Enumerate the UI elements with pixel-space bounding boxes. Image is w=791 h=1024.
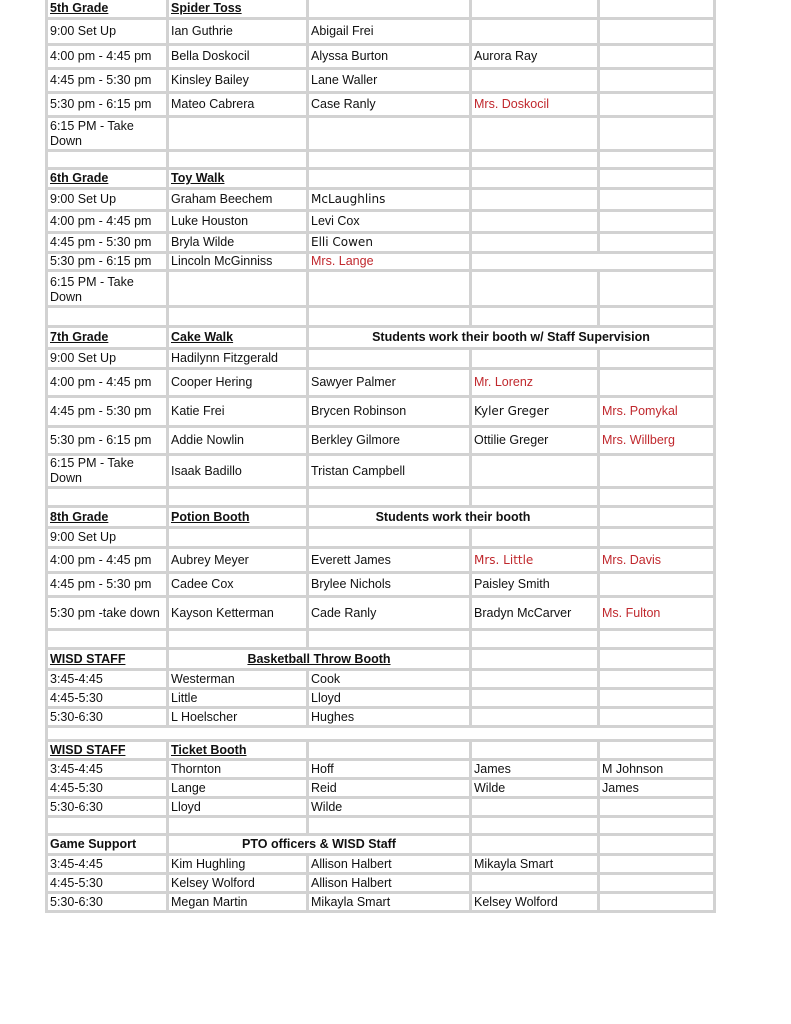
- name-cell: [472, 170, 597, 187]
- name-cell: [472, 799, 597, 815]
- underlined-heading: 5th Grade: [50, 1, 109, 15]
- name-cell: Tristan Campbell: [309, 456, 469, 486]
- name-cell: Mikayla Smart: [472, 856, 597, 872]
- name-cell: [472, 456, 597, 486]
- name-cell: [169, 489, 306, 505]
- name-cell: [309, 742, 469, 758]
- table-row: [48, 671, 713, 687]
- name-cell: Hadilynn Fitzgerald: [169, 350, 306, 367]
- table-row: [48, 836, 713, 853]
- section-header-cell: Game Support: [48, 836, 166, 853]
- underlined-heading: 6th Grade: [50, 171, 109, 185]
- table-row: [48, 574, 713, 595]
- underlined-heading: Basketball Throw Booth: [247, 651, 391, 666]
- name-cell: Katie Frei: [169, 398, 306, 425]
- name-cell: [600, 370, 713, 395]
- name-cell: [472, 272, 597, 305]
- section-header-cell: [169, 0, 306, 17]
- time-slot-cell: 5:30 pm -take down: [48, 598, 166, 628]
- time-slot-cell: 3:45-4:45: [48, 761, 166, 777]
- table-row: [48, 690, 713, 706]
- name-cell: Mrs. Little: [472, 549, 597, 571]
- time-slot-cell: 6:15 PM - Take Down: [48, 272, 166, 305]
- schedule-table: [45, 0, 716, 913]
- name-cell: Case Ranly: [309, 94, 469, 115]
- name-cell: [472, 118, 597, 149]
- name-cell: Cade Ranly: [309, 598, 469, 628]
- name-cell: [600, 508, 713, 526]
- underlined-heading: Spider Toss: [171, 1, 242, 15]
- name-cell: [600, 690, 713, 706]
- section-header-cell: PTO officers & WISD Staff: [169, 836, 469, 853]
- time-slot-cell: 4:00 pm - 4:45 pm: [48, 46, 166, 67]
- name-cell: Bella Doskocil: [169, 46, 306, 67]
- name-cell: [600, 190, 713, 209]
- table-row: [48, 20, 713, 43]
- name-cell: [472, 308, 597, 325]
- name-cell: [600, 118, 713, 149]
- table-row: [48, 212, 713, 231]
- name-cell: [309, 308, 469, 325]
- time-slot-cell: [48, 728, 713, 739]
- name-cell: [600, 856, 713, 872]
- time-slot-cell: [48, 489, 166, 505]
- table-row: [48, 456, 713, 486]
- time-slot-cell: [48, 152, 166, 167]
- name-cell: [600, 308, 713, 325]
- name-cell: [600, 529, 713, 546]
- name-cell: [472, 234, 597, 251]
- table-row: [48, 875, 713, 891]
- name-cell: Ottilie Greger: [472, 428, 597, 453]
- time-slot-cell: 5:30 pm - 6:15 pm: [48, 428, 166, 453]
- name-cell: Kelsey Wolford: [472, 894, 597, 910]
- name-cell: L Hoelscher: [169, 709, 306, 725]
- name-cell: [600, 170, 713, 187]
- section-header-cell: [48, 170, 166, 187]
- name-cell: [600, 631, 713, 647]
- name-cell: [472, 529, 597, 546]
- name-cell: Cooper Hering: [169, 370, 306, 395]
- time-slot-cell: 4:00 pm - 4:45 pm: [48, 370, 166, 395]
- name-cell: [600, 350, 713, 367]
- time-slot-cell: 4:45-5:30: [48, 875, 166, 891]
- name-cell: [600, 212, 713, 231]
- table-row: [48, 728, 713, 739]
- time-slot-cell: 4:45 pm - 5:30 pm: [48, 398, 166, 425]
- underlined-heading: 7th Grade: [50, 330, 109, 344]
- name-cell: Hoff: [309, 761, 469, 777]
- name-cell: [472, 0, 597, 17]
- time-slot-cell: 4:45-5:30: [48, 780, 166, 796]
- section-header-cell: [169, 328, 306, 347]
- time-slot-cell: 4:45 pm - 5:30 pm: [48, 70, 166, 91]
- name-cell: [309, 631, 469, 647]
- name-cell: [169, 152, 306, 167]
- name-cell: McLaughlins: [309, 190, 469, 209]
- name-cell: [472, 489, 597, 505]
- name-cell: Wilde: [472, 780, 597, 796]
- name-cell: Elli Cowen: [309, 234, 469, 251]
- name-cell: Reid: [309, 780, 469, 796]
- name-cell: Bryla Wilde: [169, 234, 306, 251]
- table-row: [48, 234, 713, 251]
- name-cell: [309, 152, 469, 167]
- name-cell: Lange: [169, 780, 306, 796]
- section-header-cell: Students work their booth w/ Staff Supervision: [309, 328, 713, 347]
- name-cell: [309, 818, 469, 833]
- underlined-heading: Potion Booth: [171, 509, 250, 524]
- underlined-heading: 8th Grade: [50, 509, 109, 524]
- name-cell: Westerman: [169, 671, 306, 687]
- name-cell: [472, 631, 597, 647]
- name-cell: [472, 20, 597, 43]
- name-cell: Graham Beechem: [169, 190, 306, 209]
- name-cell: Mrs. Willberg: [600, 428, 713, 453]
- name-cell: [169, 118, 306, 149]
- name-cell: [309, 0, 469, 17]
- table-row: [48, 46, 713, 67]
- name-cell: Berkley Gilmore: [309, 428, 469, 453]
- table-row: [48, 272, 713, 305]
- name-cell: [600, 234, 713, 251]
- time-slot-cell: 9:00 Set Up: [48, 350, 166, 367]
- name-cell: Mrs. Davis: [600, 549, 713, 571]
- name-cell: [472, 152, 597, 167]
- name-cell: [600, 272, 713, 305]
- name-cell: Lloyd: [309, 690, 469, 706]
- underlined-heading: WISD STAFF: [50, 742, 126, 757]
- table-row: [48, 856, 713, 872]
- section-header-cell: [169, 650, 469, 668]
- name-cell: Mrs. Lange: [309, 254, 469, 269]
- section-header-cell: Students work their booth: [309, 508, 597, 526]
- time-slot-cell: 9:00 Set Up: [48, 20, 166, 43]
- name-cell: Isaak Badillo: [169, 456, 306, 486]
- name-cell: [472, 690, 597, 706]
- section-header-cell: [48, 508, 166, 526]
- name-cell: [472, 836, 597, 853]
- table-row: [48, 0, 713, 17]
- table-row: [48, 780, 713, 796]
- name-cell: Mrs. Doskocil: [472, 94, 597, 115]
- name-cell: [600, 875, 713, 891]
- name-cell: [472, 254, 713, 269]
- name-cell: [309, 170, 469, 187]
- table-row: [48, 598, 713, 628]
- name-cell: Mateo Cabrera: [169, 94, 306, 115]
- section-header-cell: [48, 650, 166, 668]
- time-slot-cell: 5:30-6:30: [48, 799, 166, 815]
- table-row: [48, 94, 713, 115]
- time-slot-cell: 5:30-6:30: [48, 709, 166, 725]
- name-cell: James: [472, 761, 597, 777]
- name-cell: [472, 70, 597, 91]
- section-header-cell: [169, 170, 306, 187]
- table-row: [48, 190, 713, 209]
- time-slot-cell: 5:30 pm - 6:15 pm: [48, 94, 166, 115]
- name-cell: [600, 650, 713, 668]
- time-slot-cell: 3:45-4:45: [48, 671, 166, 687]
- name-cell: [600, 70, 713, 91]
- name-cell: Everett James: [309, 549, 469, 571]
- table-row: [48, 170, 713, 187]
- underlined-heading: Ticket Booth: [171, 742, 247, 757]
- name-cell: [600, 742, 713, 758]
- time-slot-cell: 4:00 pm - 4:45 pm: [48, 549, 166, 571]
- time-slot-cell: [48, 818, 166, 833]
- name-cell: [600, 0, 713, 17]
- table-row: [48, 650, 713, 668]
- name-cell: [169, 631, 306, 647]
- name-cell: [600, 456, 713, 486]
- time-slot-cell: 9:00 Set Up: [48, 190, 166, 209]
- name-cell: [169, 308, 306, 325]
- name-cell: [600, 894, 713, 910]
- name-cell: [600, 818, 713, 833]
- name-cell: Levi Cox: [309, 212, 469, 231]
- table-row: [48, 489, 713, 505]
- name-cell: [472, 742, 597, 758]
- time-slot-cell: 4:45 pm - 5:30 pm: [48, 234, 166, 251]
- name-cell: Allison Halbert: [309, 875, 469, 891]
- name-cell: Addie Nowlin: [169, 428, 306, 453]
- name-cell: Megan Martin: [169, 894, 306, 910]
- time-slot-cell: 5:30 pm - 6:15 pm: [48, 254, 166, 269]
- name-cell: Kyler Greger: [472, 398, 597, 425]
- name-cell: [600, 671, 713, 687]
- table-row: [48, 370, 713, 395]
- name-cell: [472, 650, 597, 668]
- table-row: [48, 631, 713, 647]
- name-cell: Kelsey Wolford: [169, 875, 306, 891]
- name-cell: [472, 350, 597, 367]
- name-cell: [309, 529, 469, 546]
- name-cell: [600, 709, 713, 725]
- name-cell: [472, 818, 597, 833]
- name-cell: Kinsley Bailey: [169, 70, 306, 91]
- table-row: [48, 254, 713, 269]
- table-row: [48, 328, 713, 347]
- underlined-heading: Cake Walk: [171, 330, 234, 344]
- schedule-body: [48, 0, 713, 910]
- section-header-cell: [48, 0, 166, 17]
- table-row: [48, 350, 713, 367]
- name-cell: [600, 489, 713, 505]
- name-cell: [600, 20, 713, 43]
- table-row: [48, 152, 713, 167]
- time-slot-cell: 6:15 PM - Take Down: [48, 118, 166, 149]
- name-cell: [600, 574, 713, 595]
- name-cell: Mr. Lorenz: [472, 370, 597, 395]
- time-slot-cell: 9:00 Set Up: [48, 529, 166, 546]
- name-cell: [169, 818, 306, 833]
- table-row: [48, 818, 713, 833]
- table-row: [48, 799, 713, 815]
- table-row: [48, 894, 713, 910]
- name-cell: [472, 190, 597, 209]
- section-header-cell: [48, 328, 166, 347]
- name-cell: Thornton: [169, 761, 306, 777]
- name-cell: Lincoln McGinniss: [169, 254, 306, 269]
- name-cell: [600, 46, 713, 67]
- time-slot-cell: 6:15 PM - Take Down: [48, 456, 166, 486]
- table-row: [48, 70, 713, 91]
- name-cell: M Johnson: [600, 761, 713, 777]
- name-cell: Ms. Fulton: [600, 598, 713, 628]
- table-row: [48, 508, 713, 526]
- table-row: [48, 549, 713, 571]
- name-cell: Cook: [309, 671, 469, 687]
- table-row: [48, 761, 713, 777]
- name-cell: James: [600, 780, 713, 796]
- name-cell: Bradyn McCarver: [472, 598, 597, 628]
- name-cell: Paisley Smith: [472, 574, 597, 595]
- name-cell: [309, 350, 469, 367]
- name-cell: Alyssa Burton: [309, 46, 469, 67]
- name-cell: Lane Waller: [309, 70, 469, 91]
- name-cell: [472, 212, 597, 231]
- name-cell: Aubrey Meyer: [169, 549, 306, 571]
- time-slot-cell: 5:30-6:30: [48, 894, 166, 910]
- name-cell: [309, 272, 469, 305]
- name-cell: [600, 152, 713, 167]
- section-header-cell: [169, 508, 306, 526]
- underlined-heading: Toy Walk: [171, 171, 225, 185]
- table-row: [48, 529, 713, 546]
- name-cell: [600, 799, 713, 815]
- time-slot-cell: 4:00 pm - 4:45 pm: [48, 212, 166, 231]
- name-cell: Kim Hughling: [169, 856, 306, 872]
- time-slot-cell: 4:45-5:30: [48, 690, 166, 706]
- name-cell: Sawyer Palmer: [309, 370, 469, 395]
- name-cell: Wilde: [309, 799, 469, 815]
- time-slot-cell: [48, 631, 166, 647]
- name-cell: Hughes: [309, 709, 469, 725]
- time-slot-cell: 4:45 pm - 5:30 pm: [48, 574, 166, 595]
- name-cell: [472, 671, 597, 687]
- name-cell: [472, 875, 597, 891]
- name-cell: [600, 836, 713, 853]
- section-header-cell: [169, 742, 306, 758]
- name-cell: [309, 118, 469, 149]
- name-cell: [600, 94, 713, 115]
- name-cell: Kayson Ketterman: [169, 598, 306, 628]
- section-header-cell: [48, 742, 166, 758]
- name-cell: Mrs. Pomykal: [600, 398, 713, 425]
- name-cell: [169, 272, 306, 305]
- table-row: [48, 428, 713, 453]
- time-slot-cell: 3:45-4:45: [48, 856, 166, 872]
- name-cell: [472, 709, 597, 725]
- name-cell: [309, 489, 469, 505]
- time-slot-cell: [48, 308, 166, 325]
- name-cell: Ian Guthrie: [169, 20, 306, 43]
- name-cell: Mikayla Smart: [309, 894, 469, 910]
- name-cell: Cadee Cox: [169, 574, 306, 595]
- name-cell: Abigail Frei: [309, 20, 469, 43]
- name-cell: Brycen Robinson: [309, 398, 469, 425]
- name-cell: Luke Houston: [169, 212, 306, 231]
- table-row: [48, 709, 713, 725]
- table-row: [48, 118, 713, 149]
- table-row: [48, 742, 713, 758]
- name-cell: [169, 529, 306, 546]
- name-cell: Allison Halbert: [309, 856, 469, 872]
- name-cell: Aurora Ray: [472, 46, 597, 67]
- underlined-heading: WISD STAFF: [50, 651, 126, 666]
- name-cell: Lloyd: [169, 799, 306, 815]
- name-cell: Brylee Nichols: [309, 574, 469, 595]
- name-cell: Little: [169, 690, 306, 706]
- table-row: [48, 398, 713, 425]
- table-row: [48, 308, 713, 325]
